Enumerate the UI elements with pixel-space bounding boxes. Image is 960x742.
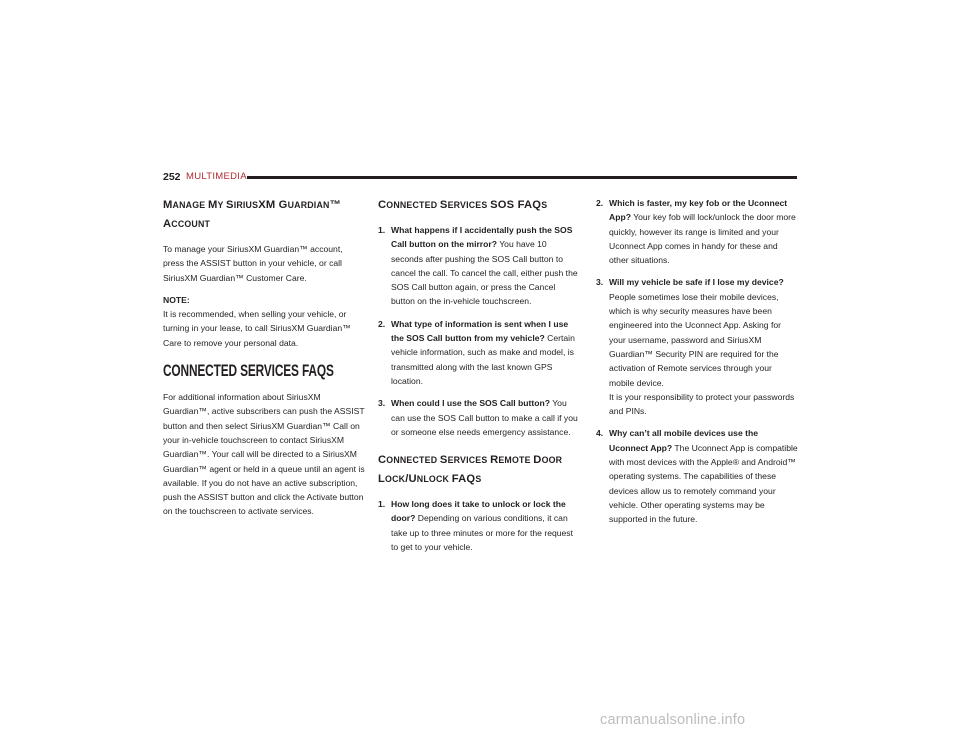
faq-number: 1. — [378, 499, 386, 510]
connected-services-faqs-heading: CONNECTED SERVICES FAQS — [163, 362, 334, 381]
heading-line — [378, 454, 562, 466]
heading-text: UARDIAN — [287, 200, 330, 210]
heading-text: IRIUS — [233, 200, 259, 210]
faq-item — [378, 497, 580, 554]
manage-account-text: To manage your SiriusXM Guardian™ account, press the ASSIST button in your vehicle, or call SiriusXM Guardian™ Customer Care. — [163, 244, 343, 283]
heading-text: M — [163, 199, 173, 211]
faq-item — [378, 396, 580, 439]
remote-faq-list — [378, 497, 580, 554]
sos-faqs-heading — [378, 196, 580, 215]
faq-item — [596, 275, 798, 418]
watermark: carmanualsonline.info — [600, 712, 746, 728]
faq-answer-extra: It is your responsibility to protect your passwords and PINs. — [609, 391, 795, 417]
faq-answer: Certain vehicle information, such as make and model, is transmitted along with the last known GPS location. — [391, 333, 575, 386]
remote-faq-list-continued — [596, 196, 798, 527]
heading-text: ONNECTED — [386, 455, 440, 466]
faq-answer: The Uconnect App is compatible with most devices with the Apple® and Android™ operating systems. The capabilities of these devices allow us to remotely command your vehicle. Other operating systems may be supported in the future. — [609, 442, 798, 525]
heading-line — [163, 218, 210, 230]
note-text: It is recommended, when selling your vehicle, or turning in your lease, to call SiriusXM Guardian™ Care to remove your personal data. — [163, 309, 351, 348]
faq-question: Will my vehicle be safe if I lose my device? — [609, 277, 784, 288]
heading-text: C — [378, 199, 387, 211]
faq-number: 3. — [378, 398, 386, 409]
heading-text: FAQ — [451, 473, 476, 486]
remote-lock-faqs-heading — [378, 451, 580, 489]
header-rule — [247, 176, 797, 179]
faq-item — [596, 196, 798, 267]
faqs-intro-text: For additional information about SiriusXM Guardian™, active subscribers can push the ASSIST button and then select SiriusXM Guardian™ Call on your in-vehicle touchscreen to contact SiriusXM Guardian™. Your call will be directed to a SiriusXM Guardian™ agent or held in a queue until an agent is available. If you do not have an active subscription, push the ASSIST button and click the Activate button on the touchscreen to activate services. — [163, 392, 365, 517]
faq-question: What type of information is sent when I use the SOS Call button from my vehicle? — [391, 318, 569, 344]
heading-text: R — [490, 454, 499, 467]
faq-answer: You can use the SOS Call button to make a call if you or someone else needs emergency assistance. — [391, 398, 578, 437]
faq-question: Which is faster, my key fob or the Uconnect App? — [609, 198, 788, 223]
heading-text: S — [226, 199, 234, 211]
faq-item — [378, 317, 580, 388]
sos-faq-list — [378, 223, 580, 439]
heading-line — [378, 199, 547, 211]
faq-question: Why can’t all mobile devices use the Uconnect App? — [609, 428, 759, 453]
heading-text: M — [207, 199, 218, 211]
page-header — [163, 170, 797, 184]
faq-answer: Your key fob will lock/unlock the door more quickly, however its range is limited and your Uconnect App comes in handy for these and other situations. — [609, 212, 796, 266]
page-number: 252 — [163, 171, 181, 183]
faq-number: 3. — [596, 277, 604, 288]
heading-text: XM G — [258, 199, 288, 211]
faq-question: How long does it take to unlock or lock the door? — [391, 499, 566, 524]
faq-item — [596, 426, 798, 526]
heading-text: A — [163, 218, 172, 230]
heading-text: /U — [405, 473, 417, 486]
heading-line — [163, 199, 341, 211]
heading-text: S — [439, 199, 448, 211]
faq-answer: People sometimes lose their mobile devices, which is why security measures have been engineered into the Uconnect App. Asking for your username, password and SiriusXM Guardian™ Security PIN are required for the activation of Remote services through your mobile device. — [609, 291, 781, 388]
heading-text: ™ — [329, 199, 341, 211]
heading-text: ANAGE — [172, 200, 208, 210]
column-3 — [596, 196, 798, 527]
heading-text: S — [541, 200, 548, 210]
faq-number: 1. — [378, 225, 386, 235]
heading-text: ERVICES — [447, 455, 491, 466]
faq-question: What happens if I accidentally push the SOS Call button on the mirror? — [391, 225, 573, 250]
heading-text: EMOTE — [498, 455, 534, 466]
heading-text: OCK — [385, 474, 406, 485]
faq-item — [378, 223, 580, 309]
faq-answer: You have 10 seconds after pushing the SOS Call button to cancel the call. To cancel the call, either push the SOS Call button again, or press the Cancel button on the in-vehicle touchscreen. — [391, 239, 578, 307]
heading-text: ERVICES — [447, 200, 491, 210]
heading-text: CCOUNT — [171, 219, 211, 229]
heading-text: Y — [217, 200, 227, 210]
faq-question: When could I use the SOS Call button? — [391, 398, 550, 409]
heading-text: OOR — [541, 455, 563, 466]
column-1 — [163, 196, 365, 519]
heading-text: D — [533, 454, 542, 467]
heading-text: SOS FAQ — [490, 199, 542, 211]
heading-text: S — [475, 474, 482, 485]
faq-number: 2. — [378, 318, 386, 329]
faq-number: 4. — [596, 428, 604, 439]
heading-text: NLOCK — [416, 474, 452, 485]
section-name: MULTIMEDIA — [186, 171, 247, 182]
heading-text: L — [378, 473, 386, 486]
heading-text: S — [439, 454, 448, 467]
faq-answer: Depending on various conditions, it can take up to three minutes or more for the request to get to your vehicle. — [391, 513, 573, 553]
column-2 — [378, 196, 580, 554]
heading-text: C — [378, 454, 387, 467]
heading-text: ONNECTED — [386, 200, 440, 210]
manage-account-heading — [163, 196, 365, 234]
note-label: NOTE: — [163, 294, 190, 305]
heading-line — [378, 473, 481, 485]
faq-number: 2. — [596, 198, 604, 208]
